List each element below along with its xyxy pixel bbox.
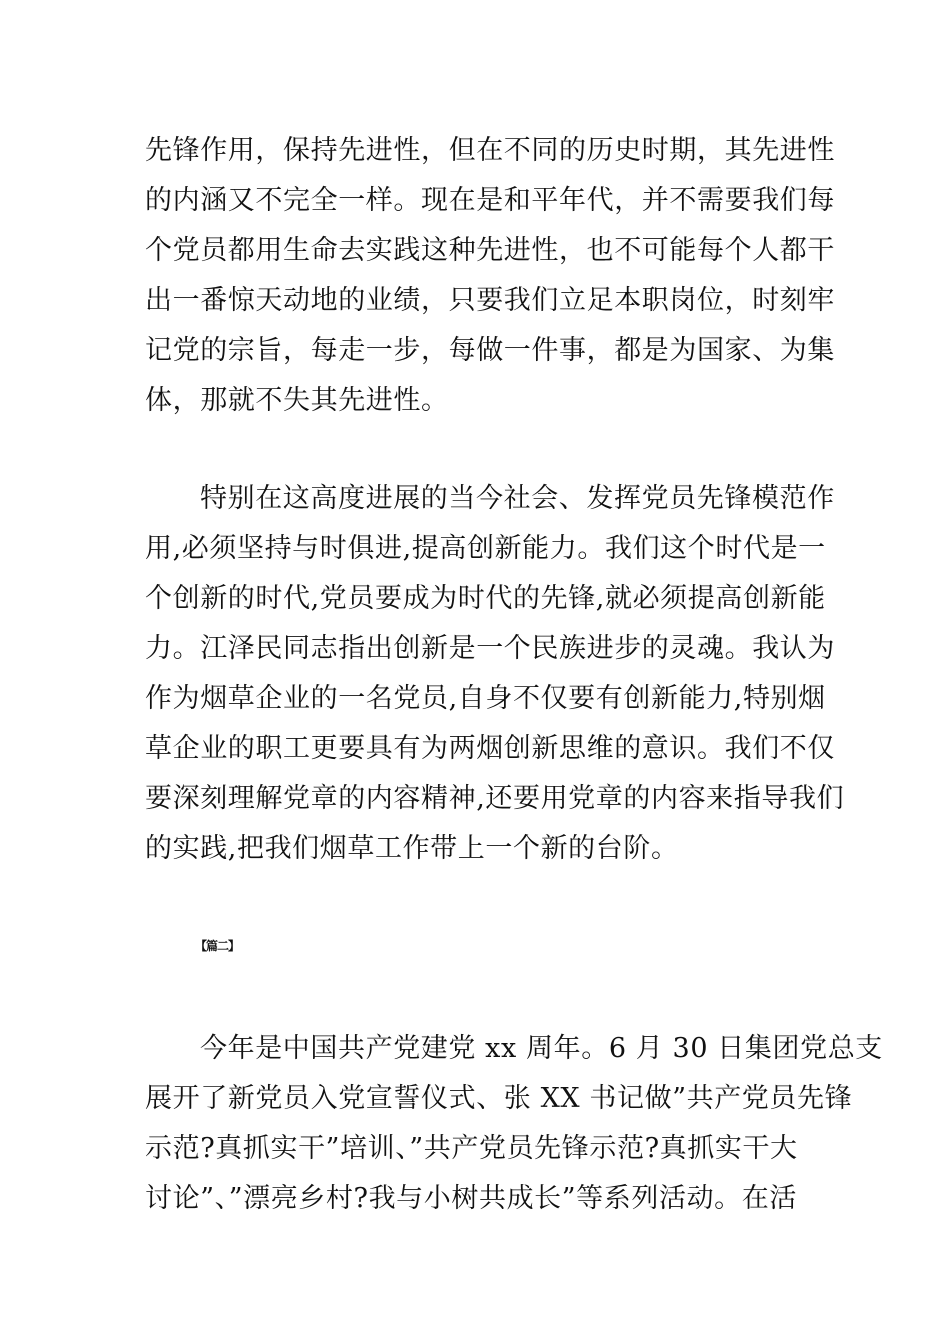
paragraph-line: 今年是中国共产党建党 xx 周年。6 月 30 日集团党总支 (200, 1033, 883, 1064)
paragraph-line: 要深刻理解党章的内容精神,还要用党章的内容来指导我们 (145, 783, 845, 814)
paragraph-line: 示范?真抓实干”培训、”共产党员先锋示范?真抓实干大 (145, 1133, 798, 1164)
paragraph-line: 体，那就不失其先进性。 (145, 385, 449, 416)
paragraph-line: 的内涵又不完全一样。现在是和平年代，并不需要我们每 (145, 185, 835, 216)
paragraph-line: 草企业的职工更要具有为两烟创新思维的意识。我们不仅 (145, 733, 835, 764)
paragraph-line: 特别在这高度进展的当今社会、发挥党员先锋模范作 (200, 483, 835, 514)
paragraph-line: 展开了新党员入党宣誓仪式、张 XX 书记做”共产党员先锋 (145, 1083, 853, 1114)
paragraph-line: 出一番惊天动地的业绩，只要我们立足本职岗位，时刻牢 (145, 285, 835, 316)
section-heading: 【篇二】 (195, 939, 240, 953)
paragraph-line: 力。江泽民同志指出创新是一个民族进步的灵魂。我认为 (145, 633, 835, 664)
paragraph-line: 的实践,把我们烟草工作带上一个新的台阶。 (145, 833, 679, 864)
paragraph-line: 用,必须坚持与时俱进,提高创新能力。我们这个时代是一 (145, 533, 826, 564)
paragraph-line: 先锋作用，保持先进性，但在不同的历史时期，其先进性 (145, 135, 835, 166)
paragraph-line: 记党的宗旨，每走一步，每做一件事，都是为国家、为集 (145, 335, 835, 366)
paragraph-line: 作为烟草企业的一名党员,自身不仅要有创新能力,特别烟 (145, 683, 826, 714)
paragraph-line: 个创新的时代,党员要成为时代的先锋,就必须提高创新能 (145, 583, 826, 614)
paragraph-line: 讨论”、”漂亮乡村?我与小树共成长”等系列活动。在活 (145, 1183, 797, 1214)
paragraph-line: 个党员都用生命去实践这种先进性，也不可能每个人都干 (145, 235, 835, 266)
